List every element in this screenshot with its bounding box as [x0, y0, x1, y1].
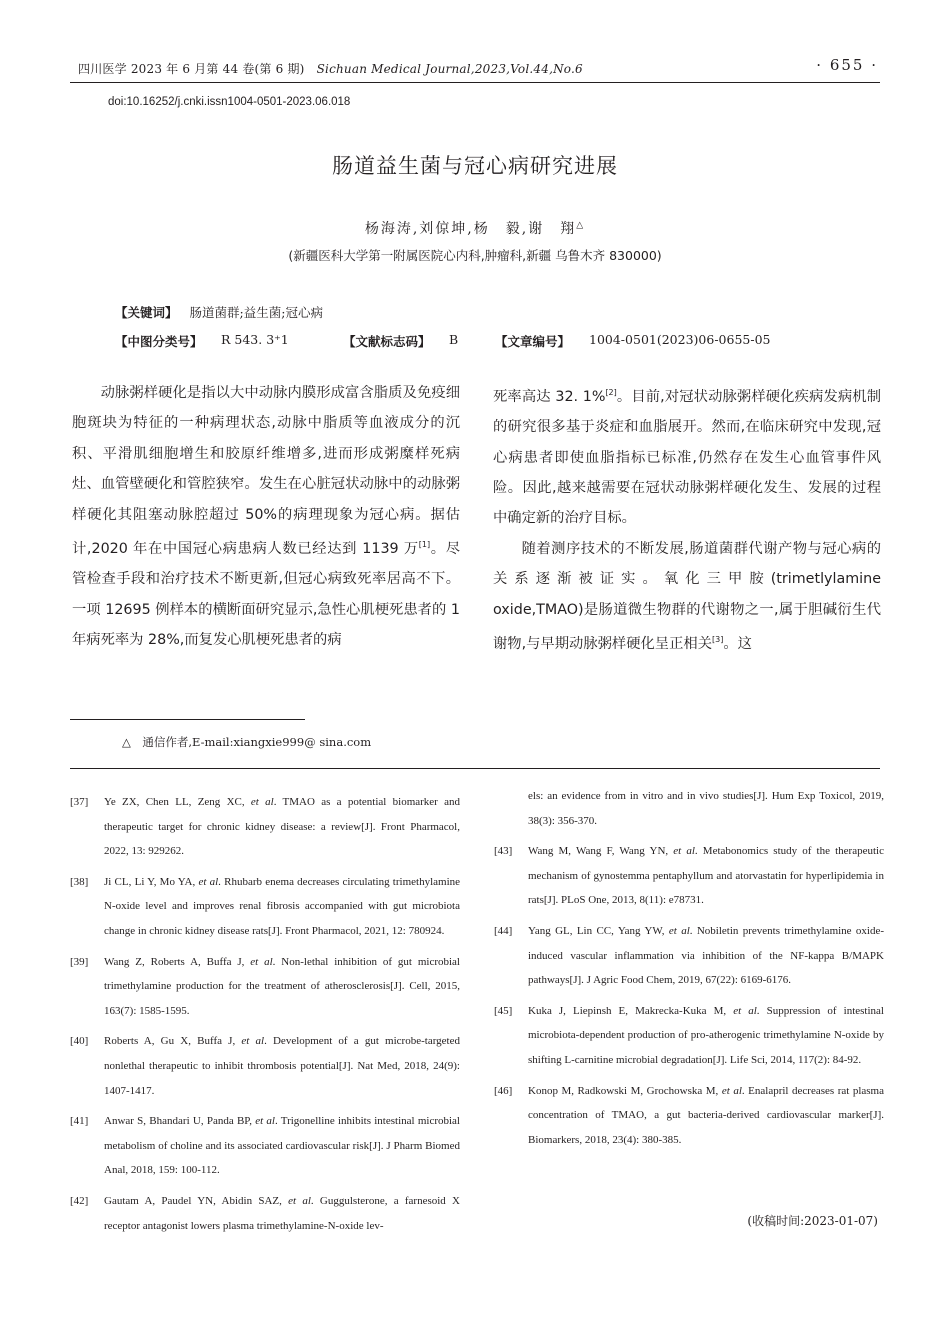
- reference-item: [70, 870, 460, 944]
- citation: [3]: [712, 635, 724, 645]
- reference-number: [44]: [494, 924, 513, 937]
- doi: doi:10.16252/j.cnki.issn1004-0501-2023.06.018: [108, 96, 351, 108]
- author-list: [0, 218, 950, 238]
- reference-etal: et al: [673, 845, 695, 858]
- reference-authors: Ye ZX, Chen LL, Zeng XC,: [104, 796, 251, 808]
- reference-authors: Yang GL, Lin CC, Yang YW,: [528, 924, 669, 937]
- citation: [1]: [418, 540, 431, 550]
- reference-text: . Development of a gut microbe-targeted nonlethal therapeutic to inhibit thrombosis potential[J]. Nat Med, 2018, 24(9): 1407-1417.: [104, 1035, 460, 1097]
- reference-number: [43]: [494, 845, 513, 858]
- reference-item: [70, 1109, 460, 1183]
- reference-authors: Wang M, Wang F, Wang YN,: [528, 845, 674, 858]
- doc-code-label: 【文献标志码】: [343, 334, 431, 349]
- affiliation: (新疆医科大学第一附属医院心内科,肿瘤科,新疆 乌鲁木齐 830000): [288, 248, 662, 263]
- authors: 杨海涛,刘倞坤,杨 毅,谢 翔: [364, 221, 577, 237]
- reference-text: . TMAO as a potential biomarker and therapeutic target for chronic kidney disease: a review[J]. Front Pharmacol, 2022, 13: 929262.: [104, 796, 461, 858]
- reference-item: [70, 1029, 460, 1103]
- reference-text: . Guggulsterone, a farnesoid X receptor antagonist lowers plasma trimethylamine-N-oxide lev-: [104, 1194, 460, 1232]
- reference-number: [40]: [70, 1035, 89, 1048]
- reference-etal: et al: [250, 955, 273, 968]
- reference-continuation: els: an evidence from in vitro and in vivo studies[J]. Hum Exp Toxicol, 2019, 38(3): 356-370.: [528, 790, 884, 827]
- reference-number: [39]: [70, 955, 89, 968]
- journal-name-en: Sichuan Medical Journal,2023,Vol.44,No.6: [316, 62, 583, 76]
- reference-item: [494, 839, 884, 913]
- body-paragraph: 死率高达 32. 1%[2]。目前,对冠状动脉粥样硬化疾病发病机制的研究很多基于炎症和血脂展开。然而,在临床研究中发现,冠心病患者即使血脂指标已标准,仍然存在发生心血管事件风险。因此,越来越需要在冠状动脉粥样硬化发生、发展的过程中确定新的治疗目标。: [493, 388, 881, 527]
- reference-number: [46]: [494, 1084, 513, 1097]
- article-title: 肠道益生菌与冠心病研究进展: [332, 154, 618, 178]
- reference-authors: Konop M, Radkowski M, Grochowska M,: [528, 1084, 722, 1097]
- reference-etal: et al: [255, 1115, 275, 1128]
- reference-authors: Wang Z, Roberts A, Buffa J,: [104, 955, 251, 968]
- reference-list-left: [70, 784, 460, 1238]
- reference-etal: et al: [198, 875, 219, 888]
- body-paragraph: 动脉粥样硬化是指以大中动脉内膜形成富含脂质及免疫细胞斑块为特征的一种病理状态,动脉中脂质等血液成分的沉积、平滑肌细胞增生和胶原纤维增多,进而形成粥糜样死病灶、血管壁硬化和管腔狭窄。发生在心脏冠状动脉中的动脉粥样硬化其阻塞动脉腔超过 50%的病理现象为冠心病。据估计,2020 年在中国冠心病患病人数已经达到 1139 万[1]。尽管检查手段和治疗技术不断更新,但冠心病致死率居高不下。一项 12695 例样本的横断面研究显示,急性心肌梗死患者的 1 年病死率为 28%,而复发心肌梗死患者的病: [72, 385, 460, 649]
- reference-etal: et al: [288, 1194, 311, 1207]
- keywords-value: 肠道菌群;益生菌;冠心病: [189, 305, 323, 320]
- footnote-rule: [70, 719, 305, 720]
- reference-etal: et al: [668, 924, 690, 937]
- reference-authors: Roberts A, Gu X, Buffa J,: [104, 1035, 242, 1048]
- reference-list-right: [494, 784, 884, 1152]
- reference-text: . Suppression of intestinal microbiota-dependent production of pro-atherogenic trimethylamine N-oxide by shifting L-carnitine microbial degradation[J]. Life Sci, 2014, 117(2): 84-92.: [528, 1004, 884, 1066]
- reference-etal: et al: [733, 1004, 757, 1017]
- received-date: (收稿时间:2023-01-07): [747, 1214, 878, 1228]
- journal-name-cn: 四川医学 2023 年 6 月第 44 卷(第 6 期): [78, 62, 305, 76]
- reference-text: . Non-lethal inhibition of gut microbial trimethylamine production for the treatment of atherosclerosis[J]. Cell, 2015, 163(7): 1585-1595.: [104, 955, 460, 1017]
- reference-text: . Nobiletin prevents trimethylamine oxide-induced vascular inflammation via inhibition of the NF-kappa B/MAPK pathways[J]. J Agric Food Chem, 2019, 67(22): 6169-6176.: [528, 924, 885, 987]
- reference-text: . Metabonomics study of the therapeutic mechanism of gynostemma pentaphyllum and atorvastatin for hyperlipidemia in rats[J]. PLoS One, 2013, 8(11): e78731.: [528, 845, 884, 907]
- corresponding-author-footnote: △ 通信作者,E-mail:xiangxie999@ sina.com: [122, 735, 372, 749]
- reference-text: . Enalapril decreases rat plasma concentration of TMAO, a gut bacteria-derived cardiovascular marker[J]. Biomarkers, 2018, 23(4): 380-385.: [528, 1084, 884, 1146]
- reference-text: . Trigonelline inhibits intestinal microbial metabolism of choline and its associated cardiovascular risk[J]. J Pharm Biomed Anal, 2018, 159: 100-112.: [104, 1115, 460, 1177]
- reference-authors: Gautam A, Paudel YN, Abidin SAZ,: [104, 1194, 289, 1207]
- doc-code-value: B: [449, 332, 459, 347]
- header-rule: [70, 82, 880, 83]
- article-no-label: 【文章编号】: [495, 334, 571, 349]
- reference-item: [70, 950, 460, 1024]
- reference-etal: et al: [241, 1035, 265, 1048]
- reference-item: [70, 790, 460, 864]
- body-left-column: [72, 378, 460, 655]
- citation: [2]: [605, 388, 617, 397]
- corresponding-mark: △: [576, 220, 586, 231]
- reference-authors: Anwar S, Bhandari U, Panda BP,: [104, 1115, 256, 1128]
- keywords-label: 【关键词】: [115, 305, 178, 320]
- classification-label: 【中图分类号】: [115, 334, 203, 349]
- reference-authors: Kuka J, Liepinsh E, Makrecka-Kuka M,: [528, 1004, 734, 1017]
- keywords-row: [115, 303, 323, 321]
- reference-item: [494, 1079, 884, 1153]
- reference-number: [45]: [494, 1004, 513, 1017]
- reference-item: [494, 999, 884, 1073]
- body-paragraph: 随着测序技术的不断发展,肠道菌群代谢产物与冠心病的关系逐渐被证实。氧化三甲胺(trimetlylamine oxide,TMAO)是肠道微生物群的代谢物之一,属于胆碱衍生代谢物,与早期动脉粥样硬化呈正相关[3]。这: [493, 540, 881, 652]
- page-number: · 655 ·: [816, 56, 878, 74]
- reference-number: [41]: [70, 1115, 89, 1128]
- reference-item: [494, 919, 884, 993]
- reference-number: [42]: [70, 1194, 89, 1207]
- reference-authors: Ji CL, Li Y, Mo YA,: [104, 875, 199, 888]
- running-header: [78, 56, 878, 77]
- reference-etal: et al: [250, 796, 274, 808]
- reference-number: [37]: [70, 796, 89, 808]
- reference-etal: et al: [721, 1084, 742, 1097]
- reference-item: [70, 1189, 460, 1238]
- body-right-column: [493, 378, 881, 659]
- reference-number: [38]: [70, 875, 89, 888]
- classification-value: R 543. 3⁺1: [221, 332, 289, 347]
- reference-text: . Rhubarb enema decreases circulating trimethylamine N-oxide level and improves renal fibrosis accompanied with gut microbiota change in chronic kidney disease rats[J]. Front Pharmacol, 2021, 12: 780924.: [104, 875, 461, 937]
- article-no-value: 1004-0501(2023)06-0655-05: [589, 332, 771, 347]
- references-rule: [70, 768, 880, 769]
